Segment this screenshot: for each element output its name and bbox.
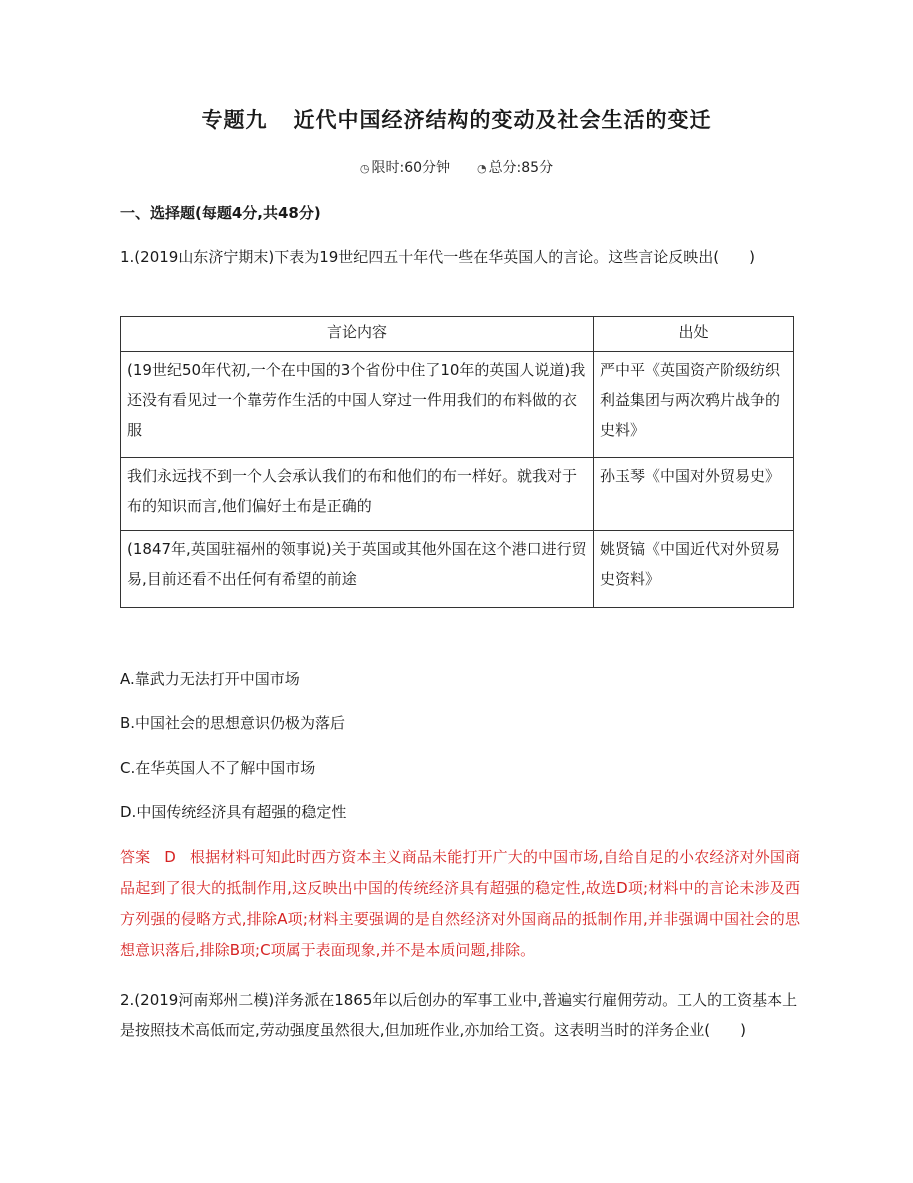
table-cell-source: 严中平《英国资产阶级纺织利益集团与两次鸦片战争的史料》	[594, 352, 794, 458]
answer-text: 根据材料可知此时西方资本主义商品未能打开广大的中国市场,自给自足的小农经济对外国商品起到了很大的抵制作用,这反映出中国的传统经济具有超强的稳定性,故选D项;材料中的言论未涉及西方列强的侵略方式,排除A项;材料主要强调的是自然经济对外国商品的抵制作用,并非强调中国社会的思想意识落后,排除B项;C项属于表面现象,并不是本质问题,排除。	[120, 848, 800, 959]
answer-explanation	[120, 842, 800, 966]
option-d: D.中国传统经济具有超强的稳定性	[120, 803, 347, 821]
score-icon: ◔	[476, 162, 487, 175]
option-c: C.在华英国人不了解中国市场	[120, 759, 316, 777]
title-topic-number: 专题九	[201, 108, 268, 132]
time-limit: 限时:60分钟	[371, 160, 451, 176]
option-b: B.中国社会的思想意识仍极为落后	[120, 714, 346, 732]
table-cell-source: 姚贤镐《中国近代对外贸易史资料》	[594, 531, 794, 608]
title-topic-name: 近代中国经济结构的变动及社会生活的变迁	[293, 108, 712, 132]
table-row	[121, 458, 794, 531]
table-cell-content: 我们永远找不到一个人会承认我们的布和他们的布一样好。就我对于布的知识而言,他们偏好土布是正确的	[121, 458, 594, 531]
answer-label: 答案	[120, 848, 151, 866]
option-a: A.靠武力无法打开中国市场	[120, 670, 300, 688]
table-row	[121, 531, 794, 608]
table-cell-content: (19世纪50年代初,一个在中国的3个省份中住了10年的英国人说道)我还没有看见过一个靠劳作生活的中国人穿过一件用我们的布料做的衣服	[121, 352, 594, 458]
table-row	[121, 352, 794, 458]
clock-icon: ◷	[359, 162, 370, 175]
page-title	[0, 104, 913, 134]
table-header-row	[121, 317, 794, 352]
table-cell-content: (1847年,英国驻福州的领事说)关于英国或其他外国在这个港口进行贸易,目前还看不出任何有希望的前途	[121, 531, 594, 608]
table-cell-source: 孙玉琴《中国对外贸易史》	[594, 458, 794, 531]
answer-key: D	[164, 848, 176, 866]
table-header-source: 出处	[594, 317, 794, 352]
table-header-content: 言论内容	[121, 317, 594, 352]
exam-meta	[0, 157, 913, 177]
question-1-stem: 1.(2019山东济宁期末)下表为19世纪四五十年代一些在华英国人的言论。这些言论反映出( )	[120, 248, 755, 266]
section-heading: 一、选择题(每题4分,共48分)	[120, 204, 321, 222]
quotes-table	[120, 316, 794, 608]
total-score: 总分:85分	[488, 160, 554, 176]
question-2-stem: 2.(2019河南郑州二模)洋务派在1865年以后创办的军事工业中,普遍实行雇佣劳动。工人的工资基本上是按照技术高低而定,劳动强度虽然很大,但加班作业,亦加给工资。这表明当时的洋务企业( )	[120, 991, 798, 1039]
